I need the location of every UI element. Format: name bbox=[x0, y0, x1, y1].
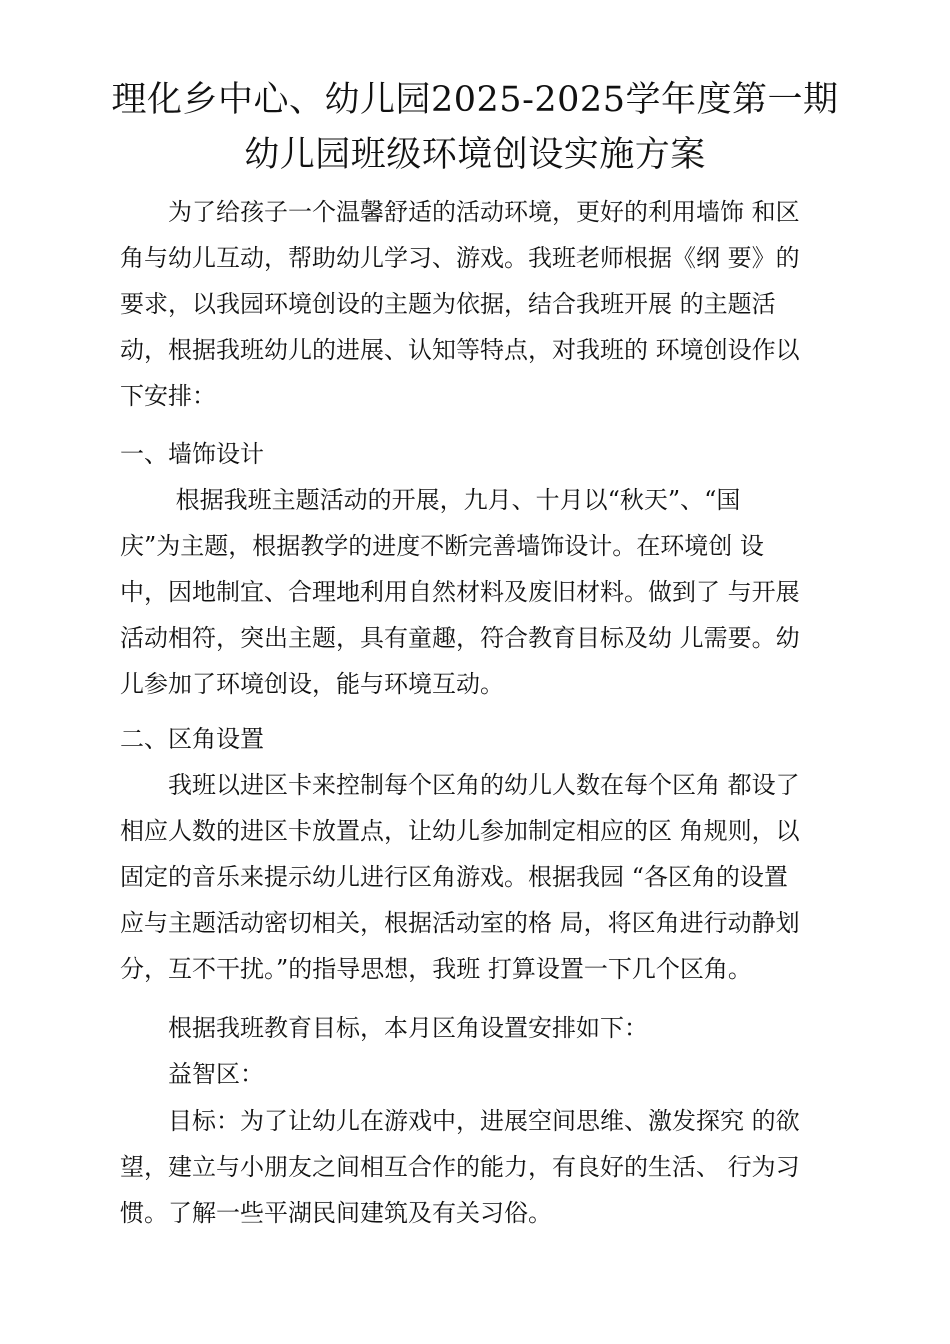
section-1-paragraph bbox=[120, 477, 845, 707]
section-1-line: 儿参加了环境创设，能与环境互动。 bbox=[120, 670, 504, 698]
intro-line: 下安排： bbox=[120, 382, 216, 410]
document-title-line-1: 理化乡中心、幼儿园2025-2025学年度第一期 bbox=[111, 80, 839, 120]
section-1-line: 庆”为主题，根据教学的进度不断完善墙饰设计。在环境创 设 bbox=[120, 532, 764, 560]
intro-line: 角与幼儿互动，帮助幼儿学习、游戏。我班老师根据《纲 要》的 bbox=[120, 244, 800, 272]
goal-line: 望，建立与小朋友之间相互合作的能力，有良好的生活、 行为习 bbox=[120, 1153, 800, 1181]
intro-line: 为了给孩子一个温馨舒适的活动环境，更好的利用墙饰 和区 bbox=[120, 198, 800, 226]
document-title-line-2: 幼儿园班级环境创设实施方案 bbox=[244, 135, 706, 175]
section-1-heading: 一、墙饰设计 bbox=[120, 440, 264, 468]
section-2-paragraph bbox=[120, 762, 845, 992]
section-2-line: 应与主题活动密切相关，根据活动室的格 局，将区角进行动静划 bbox=[120, 909, 800, 937]
area-name-line: 益智区： bbox=[120, 1060, 264, 1088]
plan-intro-line: 根据我班教育目标，本月区角设置安排如下： bbox=[120, 1014, 648, 1042]
section-2-line: 固定的音乐来提示幼儿进行区角游戏。根据我园 “各区角的设置 bbox=[120, 863, 788, 891]
intro-line: 要求，以我园环境创设的主题为依据，结合我班开展 的主题活 bbox=[120, 290, 776, 318]
goal-paragraph bbox=[120, 1098, 845, 1236]
plan-intro-paragraph bbox=[120, 1005, 845, 1051]
area-name-paragraph bbox=[120, 1051, 845, 1097]
section-2-heading: 二、区角设置 bbox=[120, 725, 264, 753]
intro-line: 动，根据我班幼儿的进展、认知等特点，对我班的 环境创设作以 bbox=[120, 336, 800, 364]
section-2-line: 分，互不干扰。”的指导思想，我班 打算设置一下几个区角。 bbox=[120, 955, 752, 983]
goal-line: 惯。了解一些平湖民间建筑及有关习俗。 bbox=[120, 1199, 552, 1227]
intro-paragraph bbox=[120, 189, 845, 419]
section-1-line: 根据我班主题活动的开展，九月、十月以“秋天”、“国 bbox=[120, 486, 741, 514]
section-2-line: 相应人数的进区卡放置点，让幼儿参加制定相应的区 角规则，以 bbox=[120, 817, 800, 845]
section-1-line: 活动相符，突出主题，具有童趣，符合教育目标及幼 儿需要。幼 bbox=[120, 624, 800, 652]
goal-line: 目标：为了让幼儿在游戏中，进展空间思维、激发探究 的欲 bbox=[120, 1107, 800, 1135]
section-1-line: 中，因地制宜、合理地利用自然材料及废旧材料。做到了 与开展 bbox=[120, 578, 800, 606]
section-2-line: 我班以进区卡来控制每个区角的幼儿人数在每个区角 都设了 bbox=[120, 771, 800, 799]
